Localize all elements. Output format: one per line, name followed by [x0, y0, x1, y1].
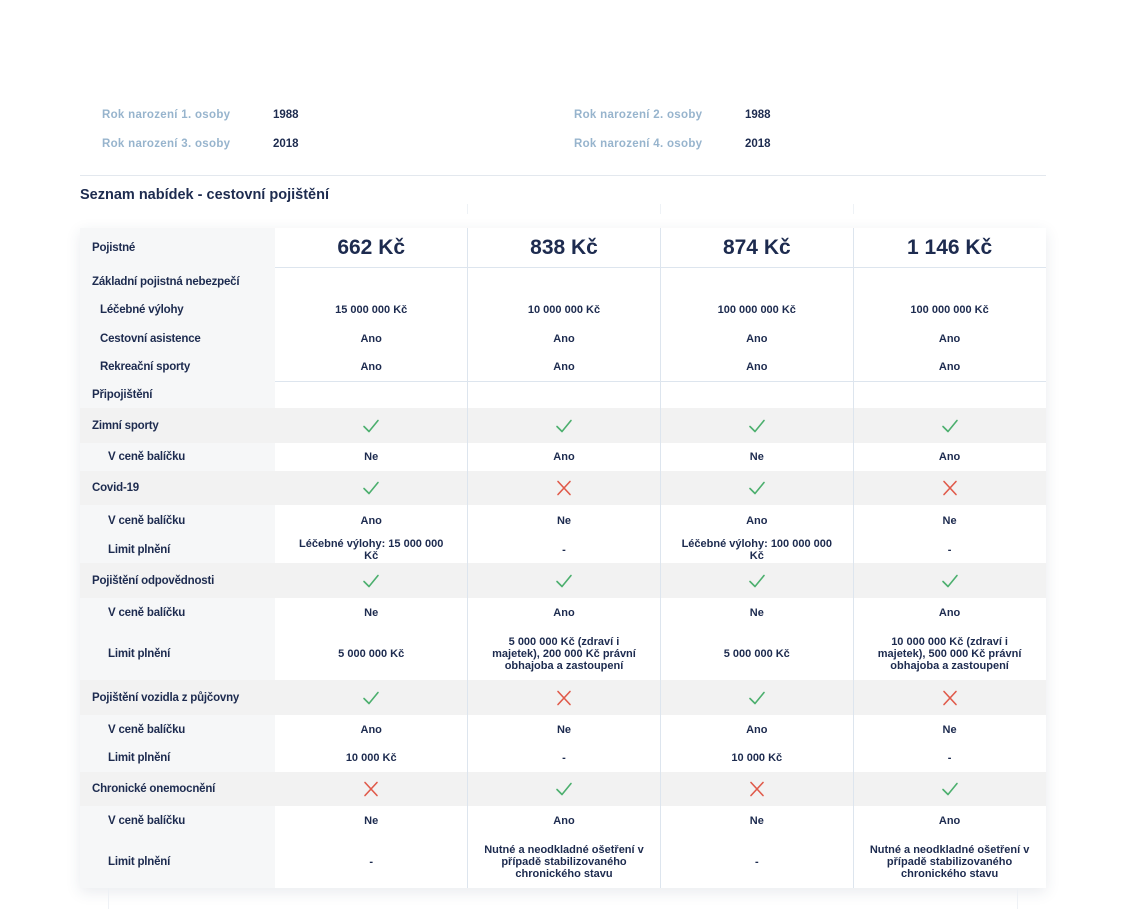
table-row — [80, 744, 1046, 772]
table-cell: Ano — [938, 607, 961, 619]
table-row — [80, 680, 1046, 715]
row-label: Pojištění vozidla z půjčovny — [92, 691, 240, 704]
section-divider — [80, 175, 1046, 176]
table-cell: - — [947, 752, 952, 764]
table-row — [80, 628, 1046, 680]
table-row — [80, 806, 1046, 835]
table-cell: - — [947, 543, 952, 556]
table-cell: Ano — [746, 332, 768, 345]
table-cell: - — [754, 856, 759, 868]
row-label: Pojištění odpovědnosti — [92, 574, 215, 587]
table-row — [80, 563, 1046, 598]
table-cell: Ne — [942, 723, 957, 736]
table-cell: 5 000 000 Kč — [723, 648, 790, 660]
table-cell: 5 000 000 Kč — [338, 648, 405, 660]
table-cell: Ano — [553, 814, 575, 827]
birth-year-value-2: 1988 — [745, 108, 771, 121]
offer-price-1: 662 Kč — [337, 236, 406, 259]
cross-icon — [853, 480, 1046, 496]
table-row — [80, 268, 1046, 296]
offer-price-4: 1 146 Kč — [907, 236, 993, 259]
row-label: Limit plnění — [108, 543, 171, 556]
check-icon — [275, 690, 468, 706]
table-row — [80, 443, 1046, 471]
birth-year-value-4: 2018 — [745, 137, 771, 150]
row-label: V ceně balíčku — [108, 514, 186, 527]
table-cell: Ne — [364, 814, 379, 827]
table-cell: Léčebné výlohy: 15 000 000 Kč — [299, 537, 444, 562]
page-title: Seznam nabídek - cestovní pojištění — [80, 187, 329, 203]
cross-icon — [853, 690, 1046, 706]
birth-year-section — [102, 100, 1046, 158]
table-cell: - — [562, 543, 566, 556]
check-icon — [853, 573, 1046, 589]
table-cell: Ano — [938, 814, 961, 827]
table-cell: Ne — [556, 514, 572, 527]
table-cell: Ano — [938, 451, 961, 463]
table-cell: Ano — [938, 332, 961, 345]
check-icon — [468, 781, 661, 797]
birth-year-value-1: 1988 — [273, 108, 299, 121]
table-row — [80, 381, 1046, 408]
column-divider-top — [853, 204, 854, 214]
cross-icon — [468, 690, 661, 706]
row-label: Covid-19 — [92, 482, 139, 494]
row-label: V ceně balíčku — [108, 607, 186, 619]
row-label: Připojištění — [92, 388, 153, 401]
table-cell: - — [369, 856, 374, 868]
offers-table — [80, 228, 1046, 889]
row-label: Cestovní asistence — [100, 332, 201, 345]
table-cell: Ano — [360, 723, 382, 736]
column-divider — [467, 228, 468, 888]
table-row — [80, 471, 1046, 505]
table-cell: 10 000 Kč — [731, 752, 783, 764]
table-cell: Ne — [942, 514, 957, 527]
table-row — [80, 408, 1046, 443]
column-divider-top — [660, 204, 661, 214]
table-cell: Ano — [746, 514, 768, 527]
table-cell: Ne — [364, 607, 379, 619]
birth-year-label-3: Rok narození 3. osoby — [102, 137, 231, 150]
row-label: Základní pojistná nebezpečí — [92, 276, 240, 288]
table-cell: Ne — [749, 814, 764, 827]
check-icon — [660, 573, 853, 589]
table-cell: 10 000 000 Kč — [527, 304, 601, 316]
check-icon — [468, 418, 661, 434]
table-cell: 10 000 000 Kč (zdraví i majetek), 500 000 Kč právní obhajoba a zastoupení — [877, 636, 1022, 672]
table-footer — [108, 888, 1018, 909]
table-cell: - — [562, 752, 566, 764]
table-cell: Léčebné výlohy: 100 000 000 Kč — [681, 537, 832, 562]
cross-icon — [660, 781, 853, 797]
check-icon — [275, 480, 468, 496]
table-cell: Ne — [749, 451, 764, 463]
table-cell: Ano — [553, 607, 575, 619]
table-row — [80, 835, 1046, 889]
table-cell: Ano — [360, 332, 382, 345]
check-icon — [275, 573, 468, 589]
check-icon — [660, 690, 853, 706]
table-cell: Ano — [553, 332, 575, 345]
table-cell: Ano — [746, 723, 768, 736]
column-divider — [853, 228, 854, 888]
column-divider — [660, 228, 661, 888]
table-row — [80, 353, 1046, 381]
column-divider-top — [467, 204, 468, 214]
table-cell: 100 000 000 Kč — [717, 304, 796, 316]
price-row — [80, 228, 1046, 268]
check-icon — [660, 480, 853, 496]
table-cell: 5 000 000 Kč (zdraví i majetek), 200 000 Kč právní obhajoba a zastoupení — [492, 636, 636, 672]
birth-year-label-4: Rok narození 4. osoby — [574, 137, 703, 150]
table-cell: Ano — [553, 451, 575, 463]
check-icon — [853, 418, 1046, 434]
table-cell: Ne — [556, 723, 572, 736]
check-icon — [468, 573, 661, 589]
row-label: V ceně balíčku — [108, 723, 186, 736]
price-label: Pojistné — [92, 242, 136, 254]
offer-price-3: 874 Kč — [722, 236, 791, 259]
check-icon — [660, 418, 853, 434]
table-cell: 10 000 Kč — [345, 752, 397, 764]
table-row — [80, 324, 1046, 353]
birth-year-label-2: Rok narození 2. osoby — [574, 108, 703, 121]
row-label: Limit plnění — [108, 648, 171, 660]
table-cell: Ano — [746, 361, 768, 373]
check-icon — [275, 418, 468, 434]
table-row — [80, 598, 1046, 628]
birth-year-value-3: 2018 — [273, 137, 299, 150]
table-row — [80, 505, 1046, 536]
row-label: Chronické onemocnění — [92, 783, 216, 795]
table-cell: Ano — [360, 514, 382, 527]
check-icon — [853, 781, 1046, 797]
table-row — [80, 536, 1046, 563]
table-row — [80, 296, 1046, 324]
table-cell: Ano — [360, 361, 382, 373]
cross-icon — [468, 480, 661, 496]
cross-icon — [275, 781, 468, 797]
row-label: V ceně balíčku — [108, 814, 186, 827]
row-label: Limit plnění — [108, 752, 171, 764]
table-row — [80, 772, 1046, 806]
table-row — [80, 715, 1046, 744]
row-label: V ceně balíčku — [108, 451, 186, 463]
offer-price-2: 838 Kč — [530, 236, 598, 259]
row-label: Rekreační sporty — [100, 361, 191, 373]
table-cell: 15 000 000 Kč — [335, 304, 408, 316]
table-cell: Ne — [364, 451, 379, 463]
table-cell: Nutné a neodkladné ošetření v případě stabilizovaného chronického stavu — [484, 844, 644, 880]
table-cell: Ne — [749, 607, 764, 619]
table-cell: Nutné a neodkladné ošetření v případě stabilizovaného chronického stavu — [869, 844, 1030, 880]
row-label: Léčebné výlohy — [100, 304, 184, 316]
birth-year-label-1: Rok narození 1. osoby — [102, 108, 231, 121]
table-cell: Ano — [553, 361, 575, 373]
table-cell: 100 000 000 Kč — [910, 304, 989, 316]
table-cell: Ano — [938, 361, 961, 373]
row-label: Zimní sporty — [92, 419, 159, 432]
row-label: Limit plnění — [108, 856, 171, 868]
